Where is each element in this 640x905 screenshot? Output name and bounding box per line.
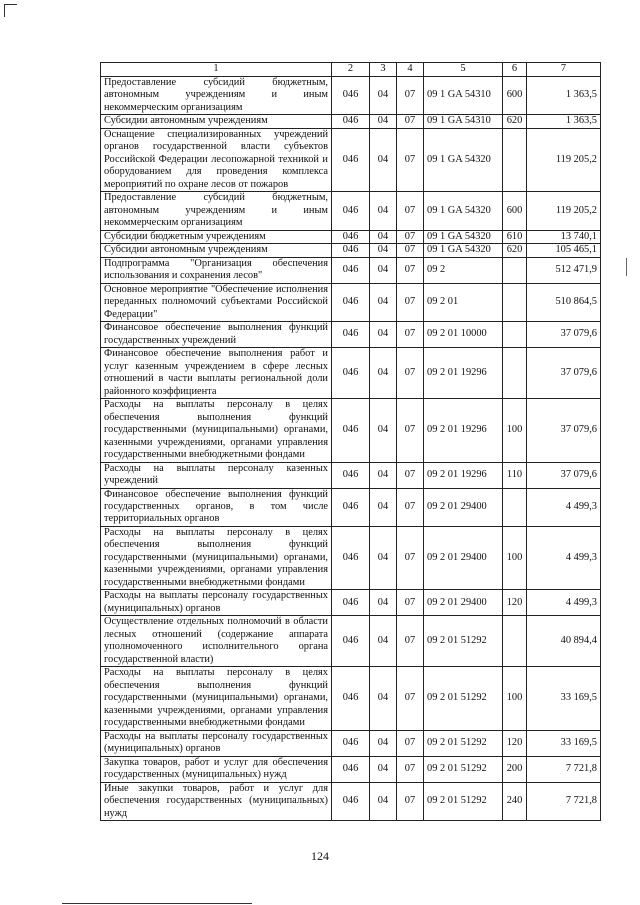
row-col-6-cell: 120 (503, 590, 527, 616)
row-col-2-cell: 046 (332, 192, 370, 230)
row-col-4-cell: 07 (397, 782, 424, 820)
header-col-2: 2 (332, 63, 370, 77)
row-name-cell: Подпрограмма "Организация обеспечения использования и сохранения лесов" (101, 257, 332, 283)
row-col-2-cell: 046 (332, 230, 370, 243)
table-row (101, 590, 601, 616)
row-col-2-cell: 046 (332, 77, 370, 115)
row-col-2-cell: 046 (332, 782, 370, 820)
row-name-cell: Расходы на выплаты персоналу в целях обеспечения выполнения функций государственными (муниципальными) органами, казенными учреждениями, органами управления государственными внебюджетными фондами (101, 667, 332, 730)
table-row (101, 283, 601, 321)
header-col-3: 3 (370, 63, 397, 77)
row-col-2-cell: 046 (332, 257, 370, 283)
table-row (101, 192, 601, 230)
row-col-5-cell: 09 1 GA 54310 (424, 77, 503, 115)
row-name-cell: Финансовое обеспечение выполнения функций государственных учреждений (101, 322, 332, 348)
row-col-5-cell: 09 1 GA 54310 (424, 115, 503, 128)
row-col-7-cell: 40 894,4 (527, 616, 601, 667)
row-col-7-cell: 4 499,3 (527, 488, 601, 526)
row-col-3-cell: 04 (370, 115, 397, 128)
table-row (101, 115, 601, 128)
row-col-4-cell: 07 (397, 399, 424, 462)
row-col-2-cell: 046 (332, 128, 370, 191)
table-body (101, 77, 601, 821)
row-name-cell: Субсидии автономным учреждениям (101, 244, 332, 257)
table-row (101, 526, 601, 589)
header-col-7: 7 (527, 63, 601, 77)
row-name-cell: Основное мероприятие "Обеспечение исполнения переданных полномочий субъектами Российской Федерации" (101, 283, 332, 321)
row-col-4-cell: 07 (397, 322, 424, 348)
row-col-4-cell: 07 (397, 616, 424, 667)
table-row (101, 730, 601, 756)
scan-side-mark (626, 258, 627, 276)
row-col-6-cell: 100 (503, 526, 527, 589)
row-col-5-cell: 09 1 GA 54320 (424, 192, 503, 230)
row-name-cell: Расходы на выплаты персоналу государственных (муниципальных) органов (101, 590, 332, 616)
page-number: 124 (311, 849, 329, 863)
row-col-7-cell: 33 169,5 (527, 730, 601, 756)
table-row (101, 230, 601, 243)
row-col-2-cell: 046 (332, 756, 370, 782)
row-name-cell: Финансовое обеспечение выполнения работ и услуг казенным учреждением в сфере лесных отношений в части выплаты региональной доли районного коэффициента (101, 348, 332, 399)
row-col-4-cell: 07 (397, 590, 424, 616)
table-row (101, 462, 601, 488)
row-col-3-cell: 04 (370, 244, 397, 257)
row-col-5-cell: 09 2 01 29400 (424, 526, 503, 589)
row-col-5-cell: 09 1 GA 54320 (424, 244, 503, 257)
row-col-5-cell: 09 2 01 (424, 283, 503, 321)
row-col-3-cell: 04 (370, 730, 397, 756)
row-col-5-cell: 09 1 GA 54320 (424, 230, 503, 243)
row-col-4-cell: 07 (397, 488, 424, 526)
row-col-4-cell: 07 (397, 756, 424, 782)
row-col-4-cell: 07 (397, 128, 424, 191)
row-col-7-cell: 4 499,3 (527, 590, 601, 616)
header-col-1: 1 (101, 63, 332, 77)
row-name-cell: Оснащение специализированных учреждений органов государственной власти субъектов Российской Федерации лесопожарной техникой и оборудованием для проведения комплекса мероприятий по охране лесов от пожаров (101, 128, 332, 191)
row-col-6-cell: 600 (503, 77, 527, 115)
row-col-5-cell: 09 2 01 19296 (424, 462, 503, 488)
row-col-7-cell: 13 740,1 (527, 230, 601, 243)
row-col-3-cell: 04 (370, 322, 397, 348)
table-row (101, 257, 601, 283)
row-col-4-cell: 07 (397, 230, 424, 243)
row-col-7-cell: 37 079,6 (527, 348, 601, 399)
row-col-2-cell: 046 (332, 616, 370, 667)
row-name-cell: Финансовое обеспечение выполнения функций государственных органов, в том числе территориальных органов (101, 488, 332, 526)
row-name-cell: Предоставление субсидий бюджетным, автономным учреждениям и иным некоммерческим организациям (101, 192, 332, 230)
footer-rule (62, 903, 252, 904)
row-col-5-cell: 09 2 01 19296 (424, 399, 503, 462)
row-col-4-cell: 07 (397, 244, 424, 257)
row-col-7-cell: 37 079,6 (527, 399, 601, 462)
row-col-4-cell: 07 (397, 526, 424, 589)
row-col-4-cell: 07 (397, 257, 424, 283)
row-col-6-cell (503, 488, 527, 526)
scan-corner-mark (4, 4, 17, 17)
table-row (101, 348, 601, 399)
row-col-6-cell: 600 (503, 192, 527, 230)
row-col-6-cell (503, 283, 527, 321)
row-col-3-cell: 04 (370, 667, 397, 730)
row-col-7-cell: 512 471,9 (527, 257, 601, 283)
row-col-6-cell: 240 (503, 782, 527, 820)
row-col-5-cell: 09 2 01 51292 (424, 782, 503, 820)
row-col-6-cell: 200 (503, 756, 527, 782)
row-col-3-cell: 04 (370, 616, 397, 667)
row-col-4-cell: 07 (397, 115, 424, 128)
row-col-6-cell: 100 (503, 399, 527, 462)
row-col-2-cell: 046 (332, 730, 370, 756)
row-col-4-cell: 07 (397, 348, 424, 399)
row-col-7-cell: 510 864,5 (527, 283, 601, 321)
row-col-7-cell: 1 363,5 (527, 115, 601, 128)
header-col-5: 5 (424, 63, 503, 77)
row-name-cell: Расходы на выплаты персоналу в целях обеспечения выполнения функций государственными (муниципальными) органами, казенными учреждениями, органами управления государственными внебюджетными фондами (101, 399, 332, 462)
row-name-cell: Расходы на выплаты персоналу казенных учреждений (101, 462, 332, 488)
row-col-4-cell: 07 (397, 730, 424, 756)
row-col-5-cell: 09 2 01 51292 (424, 667, 503, 730)
table-row (101, 488, 601, 526)
row-col-4-cell: 07 (397, 192, 424, 230)
row-col-7-cell: 119 205,2 (527, 128, 601, 191)
table-header (101, 63, 601, 77)
row-col-5-cell: 09 2 01 10000 (424, 322, 503, 348)
row-col-5-cell: 09 2 01 51292 (424, 756, 503, 782)
row-col-2-cell: 046 (332, 526, 370, 589)
row-col-3-cell: 04 (370, 192, 397, 230)
row-col-6-cell (503, 322, 527, 348)
table-row (101, 616, 601, 667)
header-col-4: 4 (397, 63, 424, 77)
row-col-4-cell: 07 (397, 462, 424, 488)
row-col-3-cell: 04 (370, 348, 397, 399)
budget-table (100, 62, 601, 821)
row-col-2-cell: 046 (332, 244, 370, 257)
row-col-7-cell: 1 363,5 (527, 77, 601, 115)
row-col-6-cell: 610 (503, 230, 527, 243)
header-row (101, 63, 601, 77)
row-col-6-cell: 120 (503, 730, 527, 756)
row-name-cell: Иные закупки товаров, работ и услуг для обеспечения государственных (муниципальных) нужд (101, 782, 332, 820)
row-col-2-cell: 046 (332, 462, 370, 488)
row-col-7-cell: 37 079,6 (527, 322, 601, 348)
row-col-5-cell: 09 2 01 51292 (424, 730, 503, 756)
row-col-2-cell: 046 (332, 488, 370, 526)
row-col-6-cell: 620 (503, 244, 527, 257)
row-col-5-cell: 09 1 GA 54320 (424, 128, 503, 191)
row-name-cell: Предоставление субсидий бюджетным, автономным учреждениям и иным некоммерческим организациям (101, 77, 332, 115)
row-col-3-cell: 04 (370, 77, 397, 115)
row-col-7-cell: 7 721,8 (527, 756, 601, 782)
row-col-5-cell: 09 2 (424, 257, 503, 283)
row-col-7-cell: 119 205,2 (527, 192, 601, 230)
row-col-5-cell: 09 2 01 51292 (424, 616, 503, 667)
row-col-2-cell: 046 (332, 322, 370, 348)
row-col-2-cell: 046 (332, 399, 370, 462)
row-col-6-cell: 100 (503, 667, 527, 730)
row-col-3-cell: 04 (370, 257, 397, 283)
table-row (101, 782, 601, 820)
row-col-5-cell: 09 2 01 29400 (424, 590, 503, 616)
row-col-5-cell: 09 2 01 29400 (424, 488, 503, 526)
row-col-4-cell: 07 (397, 667, 424, 730)
row-name-cell: Закупка товаров, работ и услуг для обеспечения государственных (муниципальных) нужд (101, 756, 332, 782)
table-row (101, 399, 601, 462)
header-col-6: 6 (503, 63, 527, 77)
row-col-5-cell: 09 2 01 19296 (424, 348, 503, 399)
row-col-3-cell: 04 (370, 283, 397, 321)
table-row (101, 667, 601, 730)
row-col-6-cell: 620 (503, 115, 527, 128)
row-name-cell: Осуществление отдельных полномочий в области лесных отношений (содержание аппарата уполномоченного исполнительного органа государственной власти) (101, 616, 332, 667)
row-col-3-cell: 04 (370, 782, 397, 820)
row-col-6-cell (503, 128, 527, 191)
row-name-cell: Расходы на выплаты персоналу в целях обеспечения выполнения функций государственными (муниципальными) органами, казенными учреждениями, органами управления государственными внебюджетными фондами (101, 526, 332, 589)
row-name-cell: Субсидии автономным учреждениям (101, 115, 332, 128)
table-row (101, 756, 601, 782)
row-col-3-cell: 04 (370, 128, 397, 191)
row-col-6-cell (503, 616, 527, 667)
row-col-2-cell: 046 (332, 667, 370, 730)
row-col-3-cell: 04 (370, 526, 397, 589)
row-col-3-cell: 04 (370, 462, 397, 488)
row-col-7-cell: 105 465,1 (527, 244, 601, 257)
row-col-6-cell: 110 (503, 462, 527, 488)
row-col-3-cell: 04 (370, 230, 397, 243)
table-row (101, 77, 601, 115)
row-col-6-cell (503, 257, 527, 283)
row-col-3-cell: 04 (370, 488, 397, 526)
table-row (101, 128, 601, 191)
row-col-2-cell: 046 (332, 283, 370, 321)
row-col-6-cell (503, 348, 527, 399)
row-col-3-cell: 04 (370, 590, 397, 616)
row-col-2-cell: 046 (332, 348, 370, 399)
row-col-2-cell: 046 (332, 115, 370, 128)
row-col-3-cell: 04 (370, 756, 397, 782)
row-col-2-cell: 046 (332, 590, 370, 616)
table-row (101, 244, 601, 257)
row-name-cell: Субсидии бюджетным учреждениям (101, 230, 332, 243)
row-name-cell: Расходы на выплаты персоналу государственных (муниципальных) органов (101, 730, 332, 756)
row-col-7-cell: 33 169,5 (527, 667, 601, 730)
row-col-7-cell: 37 079,6 (527, 462, 601, 488)
row-col-7-cell: 7 721,8 (527, 782, 601, 820)
row-col-4-cell: 07 (397, 77, 424, 115)
row-col-7-cell: 4 499,3 (527, 526, 601, 589)
row-col-3-cell: 04 (370, 399, 397, 462)
table-row (101, 322, 601, 348)
row-col-4-cell: 07 (397, 283, 424, 321)
